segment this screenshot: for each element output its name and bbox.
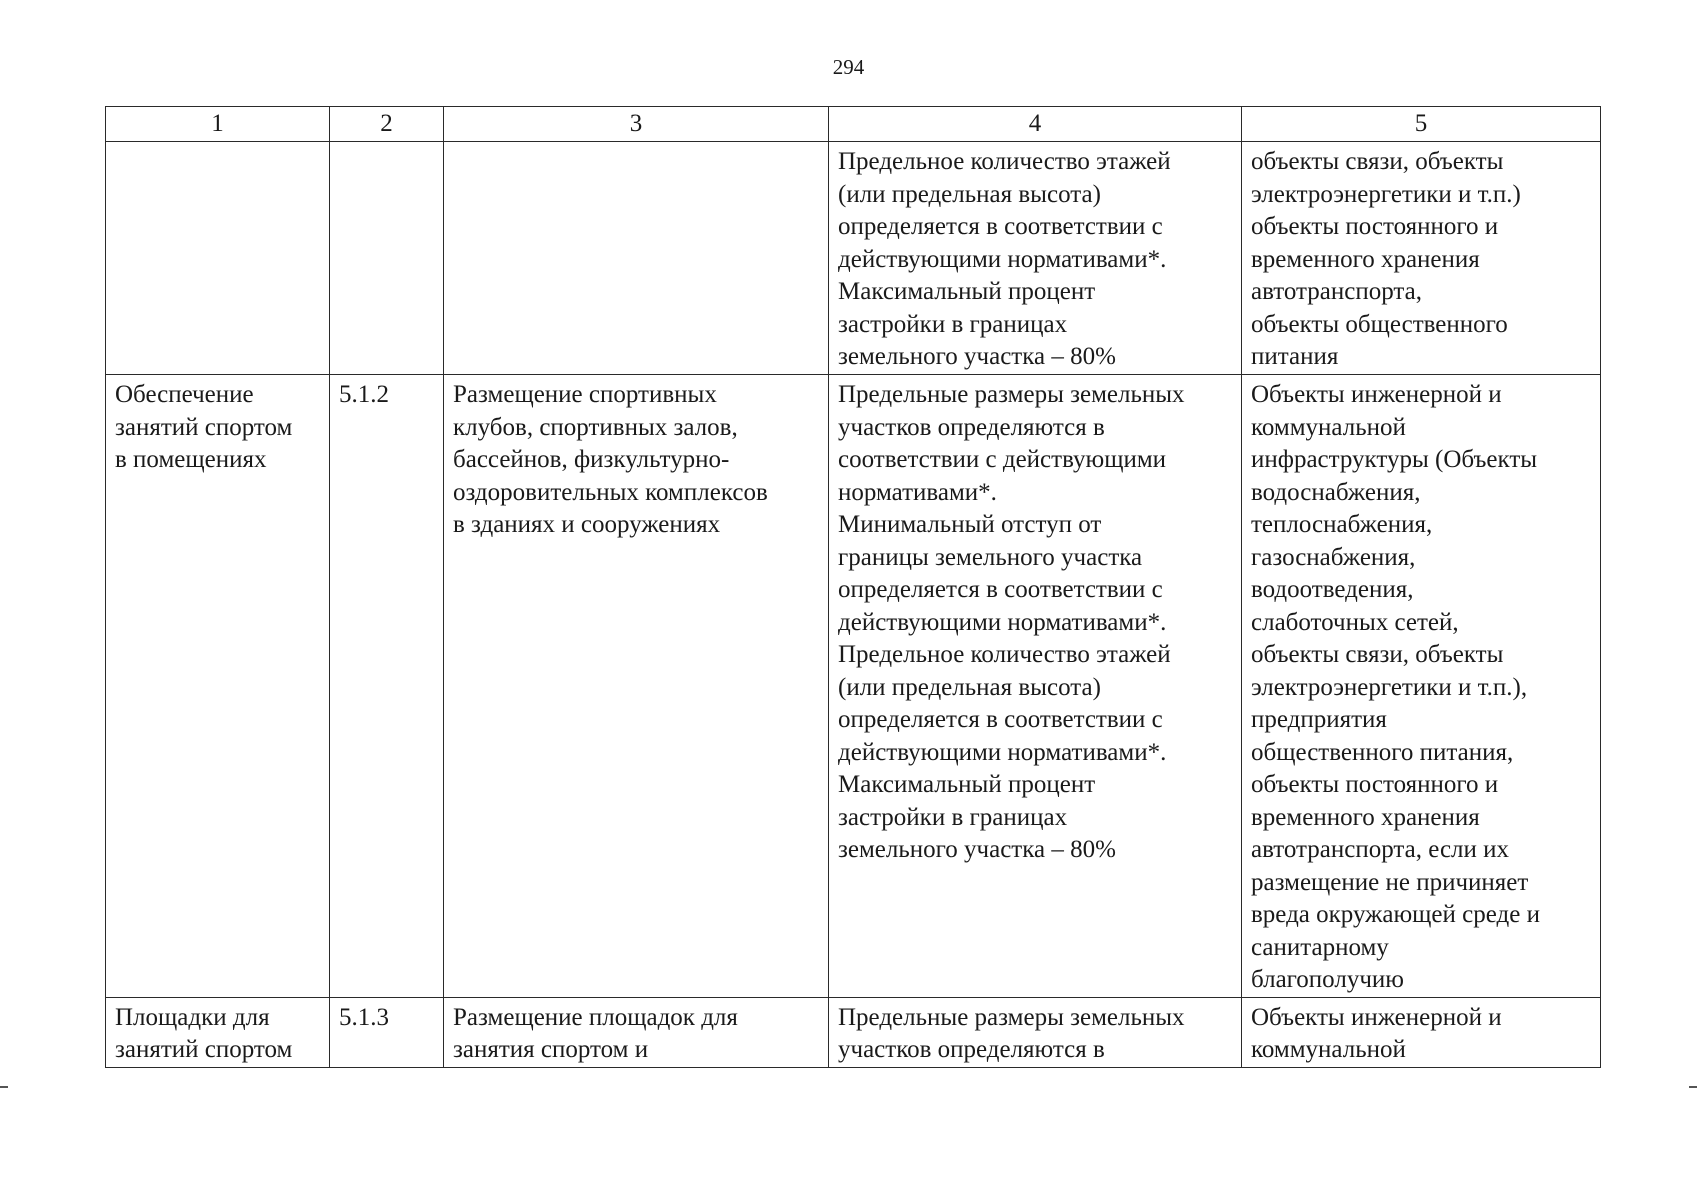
cell-text-line: Предельное количество этажей (838, 148, 1171, 175)
cell-text-line: размещение не причиняет (1251, 868, 1529, 896)
cell-text-line: нормативами*. (838, 478, 997, 506)
cell-text-line: коммунальной (1251, 1036, 1406, 1063)
cell-use-type (106, 997, 330, 1067)
cell-text-line: земельного участка – 80% (838, 343, 1116, 370)
cell-text-line: Размещение площадок для (453, 1003, 738, 1031)
cell-text-line: оздоровительных комплексов (453, 478, 768, 506)
cell-text-line: инфраструктуры (Объекты (1251, 446, 1538, 473)
cell-text-line: Обеспечение (115, 381, 254, 408)
cell-text-line: газоснабжения, (1251, 543, 1416, 571)
scan-edge-mark-right (1689, 1086, 1697, 1088)
scan-edge-mark-left (0, 1086, 8, 1088)
table-row-sports-grounds (106, 997, 1601, 1067)
cell-text-line: автотранспорта, (1251, 278, 1422, 305)
cell-text-line: Максимальный процент (838, 771, 1096, 798)
cell-text-line: земельного участка – 80% (838, 836, 1116, 863)
cell-text-line: определяется в соответствии с (838, 213, 1163, 240)
cell-parameters (829, 375, 1242, 998)
cell-text-line: водоотведения, (1251, 576, 1414, 603)
cell-text-line: Минимальный отступ от (838, 511, 1102, 538)
cell-description (444, 375, 829, 998)
cell-text-line: объекты постоянного и (1251, 213, 1499, 240)
cell-text-line: Размещение спортивных (453, 381, 717, 408)
cell-text-line: застройки в границах (838, 310, 1068, 338)
cell-text-line: Предельное количество этажей (838, 641, 1171, 668)
header-col-2: 2 (330, 107, 444, 142)
header-col-5: 5 (1242, 107, 1601, 142)
regulations-table (105, 106, 1601, 1068)
cell-text-line: 5.1.2 (339, 381, 389, 408)
cell-text-line: занятий спортом (115, 1036, 293, 1063)
cell-text-line: питания (1251, 343, 1339, 370)
page-number: 294 (832, 55, 865, 79)
cell-text-line: Объекты инженерной и (1251, 381, 1502, 408)
cell-text-line: действующими нормативами*. (838, 608, 1167, 636)
cell-text-line: водоснабжения, (1251, 478, 1421, 506)
cell-text-line: занятия спортом и (453, 1036, 649, 1063)
header-col-3: 3 (444, 107, 829, 142)
table-row-indoor-sports (106, 375, 1601, 998)
cell-text-line: коммунальной (1251, 413, 1406, 441)
cell-text-line: автотранспорта, если их (1251, 836, 1510, 863)
cell-text-line: временного хранения (1251, 245, 1480, 273)
cell-text-line: Предельные размеры земельных (838, 381, 1185, 408)
cell-text-line: действующими нормативами*. (838, 738, 1167, 766)
cell-auxiliary-uses (1242, 142, 1601, 375)
cell-text-line: объекты связи, объекты (1251, 148, 1504, 175)
cell-text-line: благополучию (1251, 966, 1404, 993)
cell-text-line: теплоснабжения, (1251, 511, 1433, 538)
cell-text-line: застройки в границах (838, 803, 1068, 831)
table-row-continuation (106, 142, 1601, 375)
cell-code (330, 997, 444, 1067)
cell-text-line: границы земельного участка (838, 543, 1143, 571)
header-col-4: 4 (829, 107, 1242, 142)
cell-code (330, 375, 444, 998)
cell-text-line: (или предельная высота) (838, 673, 1101, 701)
cell-text-line: занятий спортом (115, 413, 293, 441)
cell-text-line: в зданиях и сооружениях (453, 511, 721, 538)
cell-use-type (106, 142, 330, 375)
cell-text-line: действующими нормативами*. (838, 245, 1167, 273)
cell-text-line: в помещениях (115, 446, 267, 473)
cell-text-line: слаботочных сетей, (1251, 608, 1459, 636)
cell-text-line: объекты постоянного и (1251, 771, 1499, 798)
cell-text-line: участков определяются в (838, 1036, 1105, 1063)
cell-text-line: электроэнергетики и т.п.) (1251, 180, 1521, 208)
cell-text-line: объекты общественного (1251, 310, 1508, 338)
cell-text-line: соответствии с действующими (838, 446, 1167, 473)
cell-parameters (829, 997, 1242, 1067)
cell-text-line: временного хранения (1251, 803, 1480, 831)
header-col-1: 1 (106, 107, 330, 142)
cell-text-line: определяется в соответствии с (838, 706, 1163, 733)
cell-code (330, 142, 444, 375)
cell-text-line: бассейнов, физкультурно- (453, 446, 730, 473)
cell-text-line: Объекты инженерной и (1251, 1003, 1502, 1031)
cell-text-line: определяется в соответствии с (838, 576, 1163, 603)
cell-auxiliary-uses (1242, 375, 1601, 998)
cell-text-line: Максимальный процент (838, 278, 1096, 305)
cell-text-line: 5.1.3 (339, 1003, 389, 1031)
cell-text-line: санитарному (1251, 933, 1389, 961)
header-row (106, 107, 1601, 142)
cell-text-line: объекты связи, объекты (1251, 641, 1504, 668)
cell-text-line: участков определяются в (838, 413, 1105, 441)
cell-text-line: (или предельная высота) (838, 180, 1101, 208)
cell-parameters (829, 142, 1242, 375)
cell-description (444, 997, 829, 1067)
cell-text-line: электроэнергетики и т.п.), (1251, 673, 1528, 701)
cell-use-type (106, 375, 330, 998)
cell-text-line: общественного питания, (1251, 738, 1514, 766)
cell-text-line: Предельные размеры земельных (838, 1003, 1185, 1031)
cell-text-line: клубов, спортивных залов, (453, 413, 738, 441)
cell-text-line: предприятия (1251, 706, 1387, 733)
cell-text-line: Площадки для (115, 1003, 270, 1031)
cell-description (444, 142, 829, 375)
cell-auxiliary-uses (1242, 997, 1601, 1067)
cell-text-line: вреда окружающей среде и (1251, 901, 1540, 928)
